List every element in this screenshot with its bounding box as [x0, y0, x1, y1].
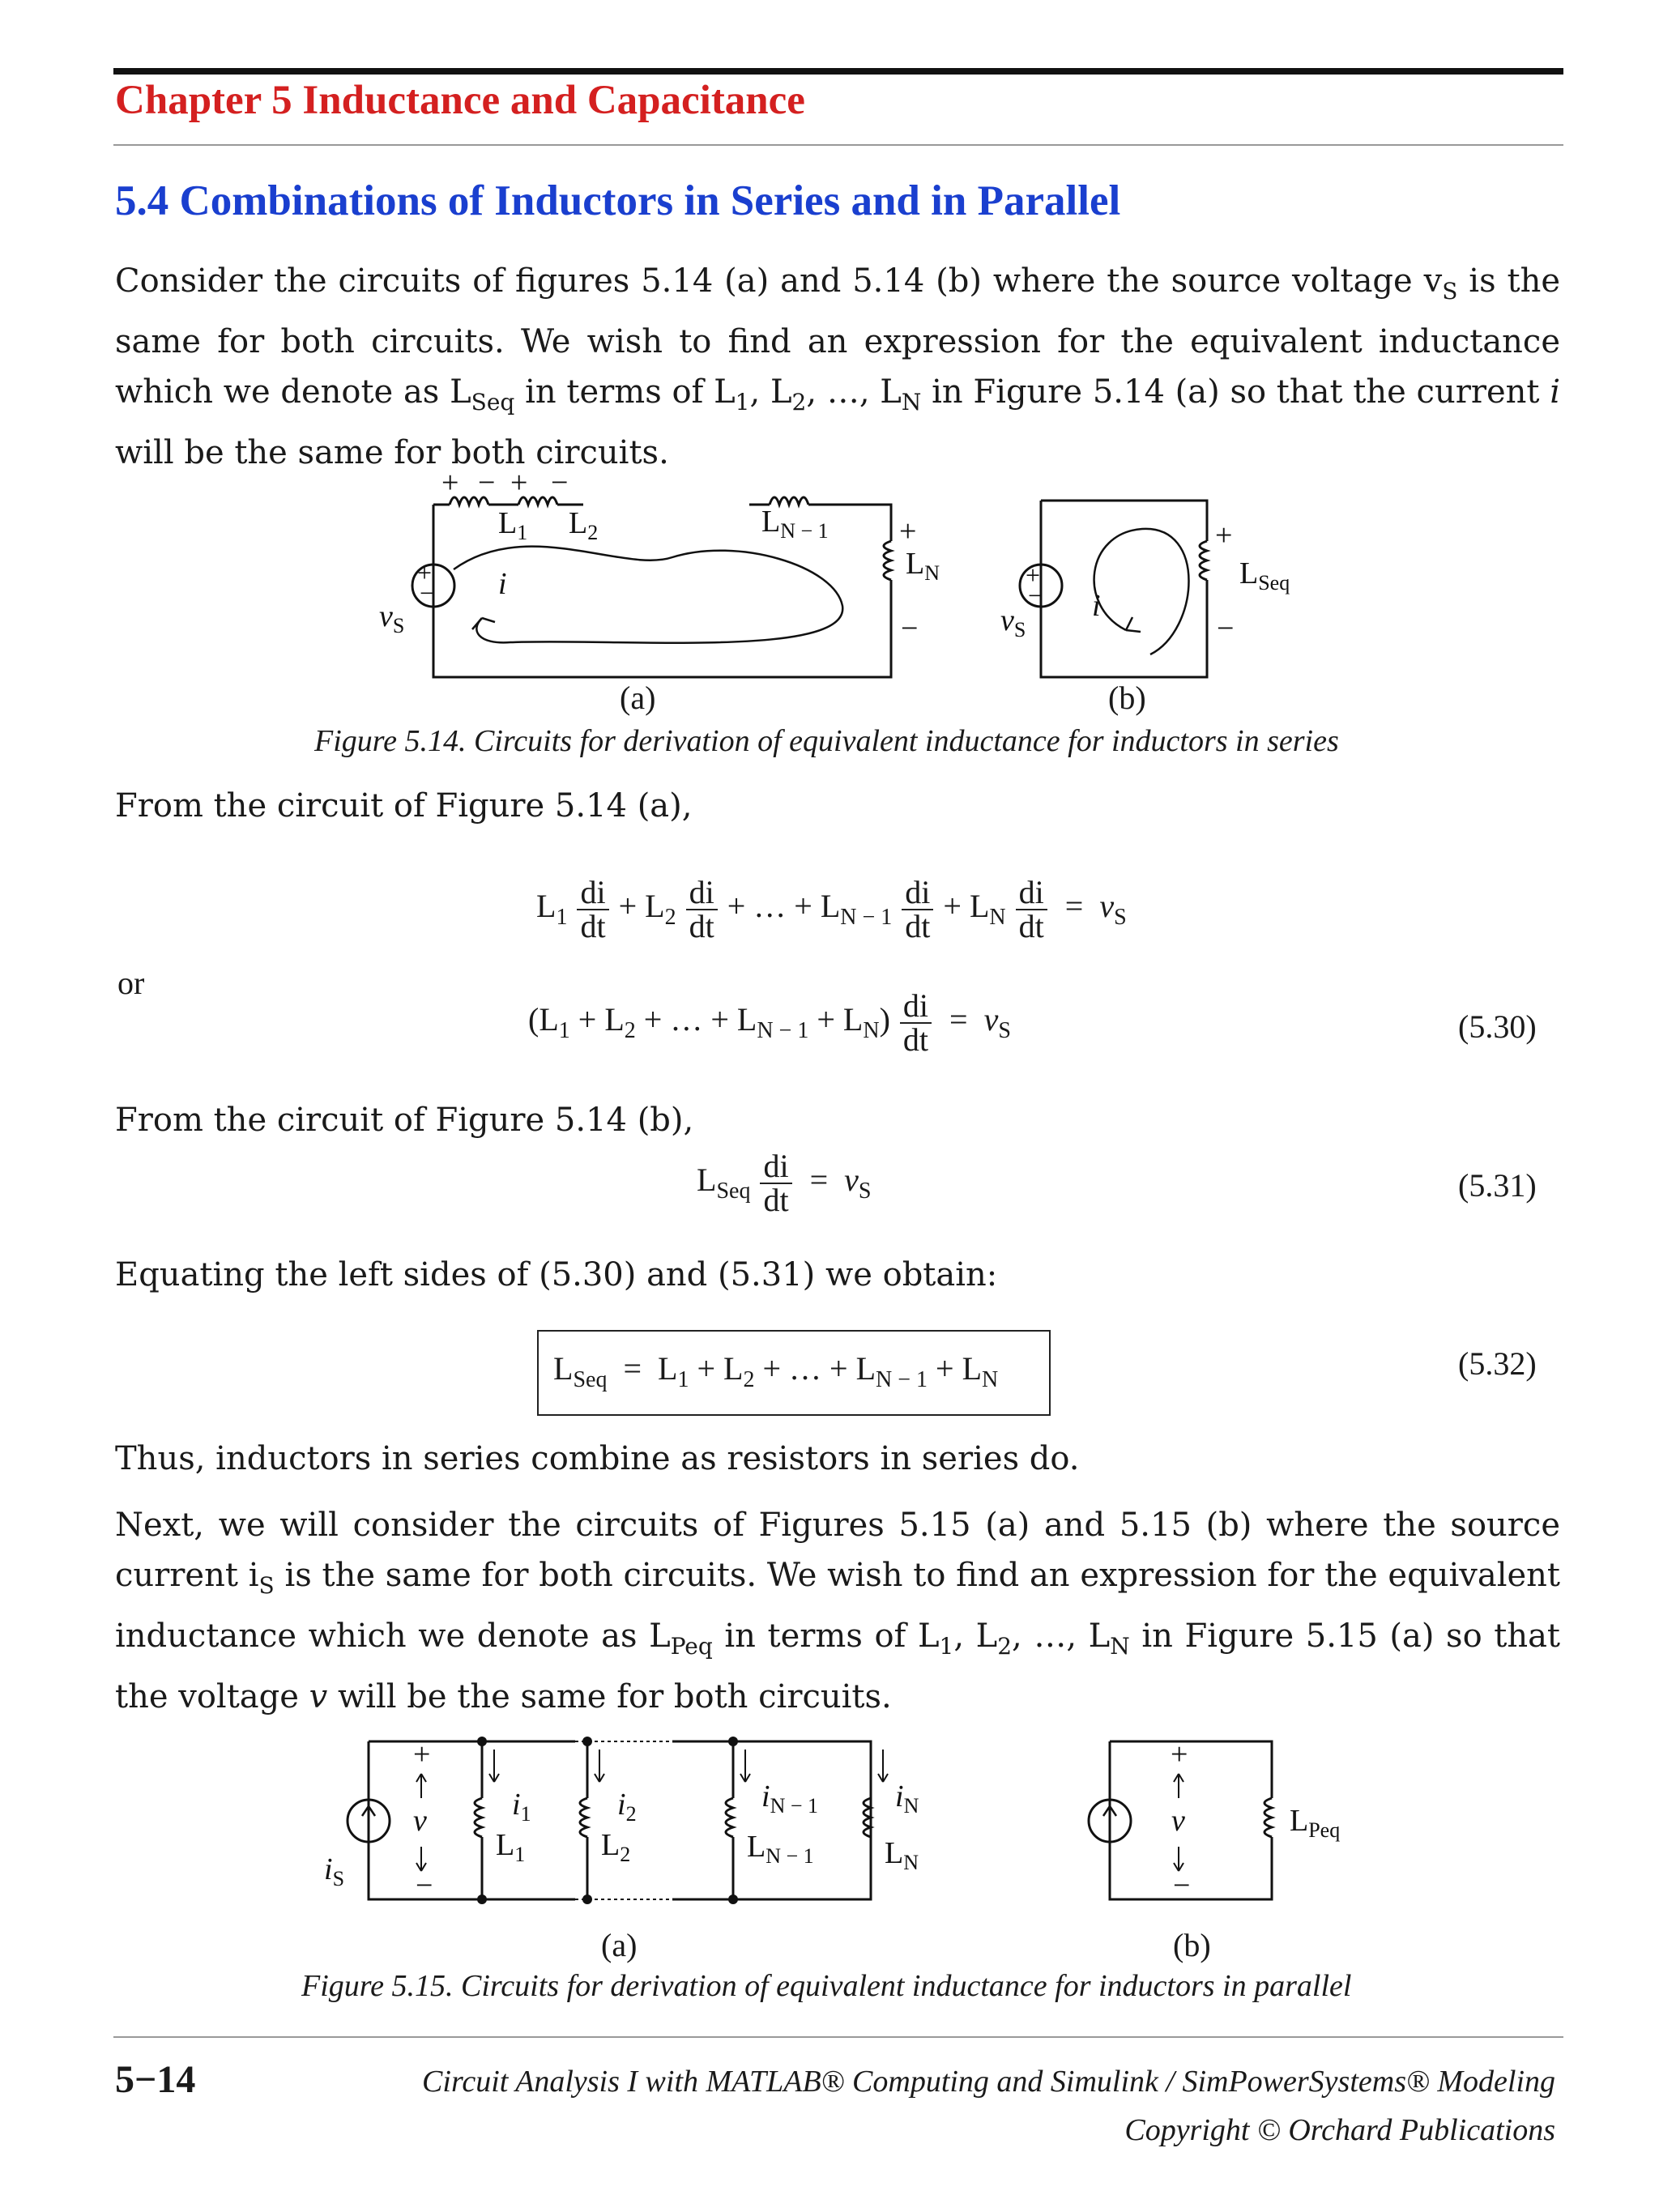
- svg-text:−: −: [420, 578, 435, 607]
- figure-5-15-label-a: (a): [601, 1927, 638, 1963]
- svg-text:i1: $i_1$: [512, 1788, 531, 1826]
- svg-text:−: −: [1217, 612, 1235, 646]
- figure-5-15-diagram: [308, 1725, 1377, 1936]
- figure-5-14-label-a: (a): [620, 680, 656, 716]
- svg-text:+: +: [1171, 1737, 1188, 1771]
- svg-text:+: +: [417, 558, 433, 587]
- svg-text:L1: $L_1$: [496, 1828, 526, 1866]
- svg-text:vS: $v_S$: [1000, 603, 1026, 641]
- page-number: 5−14: [115, 2058, 196, 2101]
- header-rule: [113, 68, 1563, 75]
- figure-5-14-label-b: (b): [1108, 680, 1146, 716]
- svg-text:−: −: [416, 1869, 433, 1903]
- svg-text:−: −: [901, 612, 919, 646]
- figure-5-14-caption: Figure 5.14. Circuits for derivation of equivalent inductance for inductors in series: [314, 724, 1339, 758]
- svg-text:i2: $i_2$: [617, 1788, 637, 1826]
- inductor-list-2: $L_1$, $L_2$, …, $L_N$: [917, 1617, 1130, 1660]
- svg-text:LSeq: $L_{Seq}$: [1239, 556, 1290, 595]
- svg-text:+: +: [413, 1737, 431, 1771]
- svg-text:vS: $v_S$: [379, 599, 405, 637]
- inductor-ln1-coil: [770, 497, 808, 505]
- branch-l1: [475, 1741, 482, 1899]
- wire-b-outer: [1041, 501, 1207, 541]
- symbol-vs: $v_S$: [1423, 262, 1458, 305]
- text-or: or: [117, 965, 145, 1001]
- svg-text:i: i: [498, 567, 507, 601]
- svg-text:L2: $L_2$: [601, 1828, 631, 1866]
- equation-5-30: ($L_1 + L_2$ + … + $L_{N - 1} + L_N$) $\frac{di}{dt}$ = $v_S$: [528, 987, 1011, 1058]
- section-title: 5.4 Combinations of Inductors in Series and in Parallel: [115, 177, 1121, 224]
- paragraph-intro-series: Consider the circuits of figures 5.14 (a) and 5.14 (b) where the source voltage $v_S$ is the same for both circuits. We wish to find an expression for the equivalent inductance which we denote as $L_{Seq}$ in terms of $L_1$, $L_2$, …, $L_N$ in Figure 5.14 (a) so that the current i will be the same for both circuits.: [115, 262, 1561, 471]
- svg-text:i: i: [1092, 589, 1101, 623]
- svg-text:LN − 1: $L_{N - 1}$: [761, 505, 829, 543]
- svg-text:LN − 1: $L_{N - 1}$: [747, 1830, 814, 1868]
- equation-number-5-32: (5.32): [1458, 1345, 1537, 1382]
- branch-l2: [580, 1741, 587, 1899]
- svg-text:LN: $L_N$: [885, 1836, 919, 1874]
- symbol-lpeq: $L_{Peq}$: [649, 1617, 713, 1660]
- paragraph-intro-parallel: Next, we will consider the circuits of Figures 5.15 (a) and 5.15 (b) where the source current $i_S$ is the same for both circuits. We wish to find an expression for the equivalent inductance which we denote as $L_{Peq}$ in terms of $L_1$, $L_2$, …, $L_N$ in Figure 5.15 (a) so that the voltage v will be the same for both circuits.: [115, 1507, 1561, 1715]
- figure-5-14-diagram: [316, 468, 1328, 711]
- branch-ln1: [726, 1741, 733, 1899]
- header-divider: [113, 144, 1563, 146]
- svg-text:LN: $L_N$: [906, 547, 940, 585]
- svg-text:LPeq: $L_{Peq}$: [1290, 1804, 1341, 1842]
- text-from-circuit-a: From the circuit of Figure 5.14 (a),: [115, 787, 693, 825]
- equation-5-31: $L_{Seq}$ $\frac{di}{dt}$ = $v_S$: [697, 1148, 872, 1218]
- svg-text:−: −: [551, 468, 569, 500]
- svg-text:−: −: [478, 468, 496, 500]
- svg-text:iN − 1: $i_{N - 1}$: [761, 1779, 819, 1818]
- svg-text:L1: $L_1$: [498, 506, 528, 544]
- svg-text:iN: $i_N$: [895, 1779, 919, 1818]
- svg-text:+: +: [1215, 518, 1233, 552]
- text-equating: Equating the left sides of (5.30) and (5.31) we obtain:: [115, 1256, 998, 1294]
- inductor-lseq-coil: [1200, 541, 1207, 580]
- svg-text:iS: $i_S$: [324, 1852, 345, 1890]
- symbol-is: $i_S$: [248, 1557, 275, 1599]
- svg-text:v: v: [413, 1804, 427, 1838]
- inductor-ln-coil: [884, 541, 891, 580]
- figure-5-15-label-b: (b): [1173, 1927, 1211, 1963]
- equation-number-5-31: (5.31): [1458, 1167, 1537, 1204]
- wire-parallel-b: [1110, 1741, 1272, 1899]
- svg-text:+: +: [441, 468, 459, 500]
- svg-text:v: v: [1171, 1804, 1185, 1838]
- equation-series-sum: $L_1$ $\frac{di}{dt}$ + $L_2$ $\frac{di}{dt}$ + … + $L_{N - 1}$ $\frac{di}{dt}$ + $L_N$ $\frac{di}{dt}$ = $v_S$: [536, 874, 1127, 944]
- text-from-circuit-b: From the circuit of Figure 5.14 (b),: [115, 1102, 694, 1139]
- equation-5-32: $L_{Seq} = L_1 + L_2$ + … + $L_{N - 1} + L_N$: [553, 1350, 999, 1392]
- svg-text:L2: $L_2$: [569, 506, 599, 544]
- svg-text:+: +: [1026, 560, 1041, 590]
- text-thus: Thus, inductors in series combine as resistors in series do.: [115, 1440, 1080, 1477]
- equation-number-5-30: (5.30): [1458, 1008, 1537, 1045]
- figure-5-15-caption: Figure 5.15. Circuits for derivation of equivalent inductance for inductors in parallel: [301, 1969, 1352, 2003]
- svg-text:+: +: [899, 514, 917, 548]
- inductor-list: $L_1$, $L_2$, …, $L_N$: [714, 373, 922, 416]
- chapter-title: Chapter 5 Inductance and Capacitance: [115, 78, 805, 123]
- copyright: Copyright © Orchard Publications: [1124, 2113, 1555, 2147]
- symbol-lseq: $L_{Seq}$: [450, 373, 515, 416]
- book-title: Circuit Analysis I with MATLAB® Computing and Simulink / SimPowerSystems® Modeling: [422, 2065, 1555, 2099]
- footer-divider: [113, 2036, 1563, 2038]
- svg-text:−: −: [1028, 581, 1043, 610]
- svg-text:−: −: [1173, 1869, 1191, 1903]
- svg-text:+: +: [510, 468, 528, 500]
